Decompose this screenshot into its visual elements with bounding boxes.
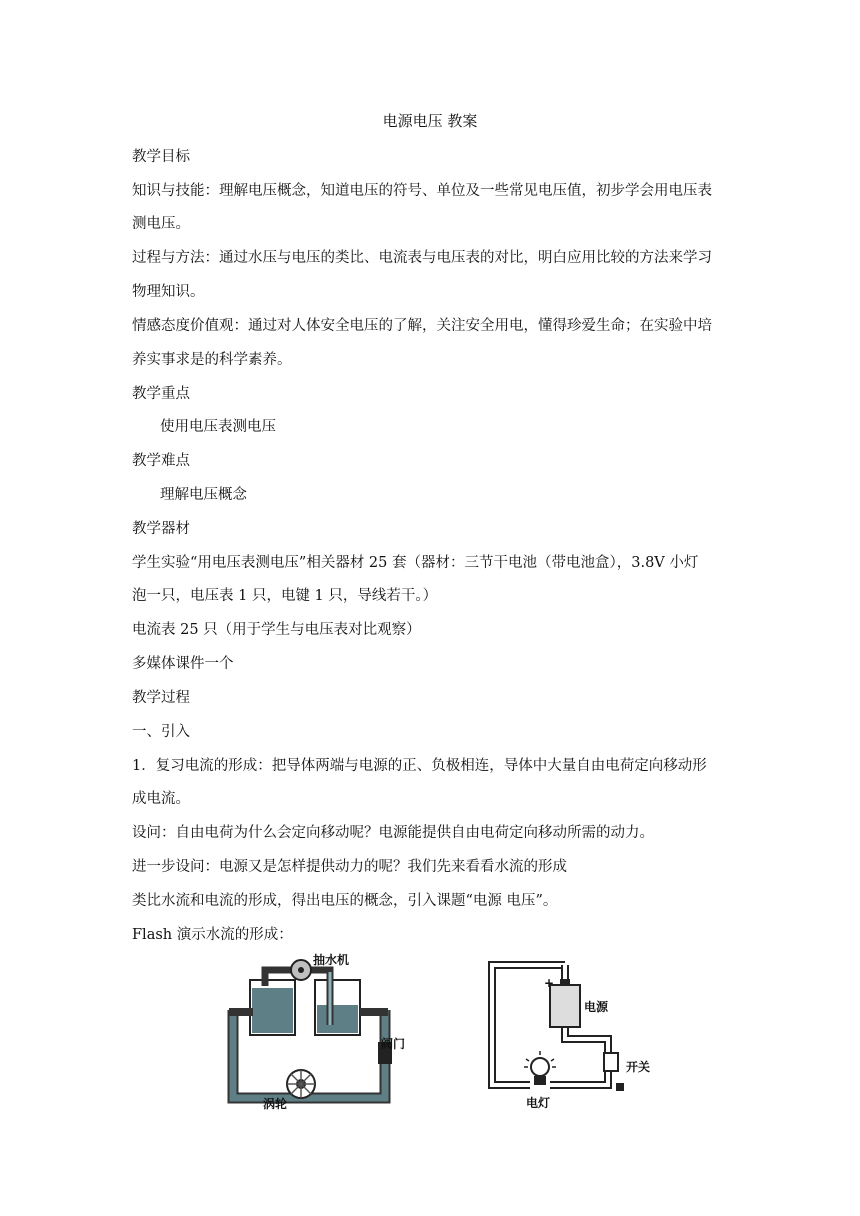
- heading-difficulties: 教学难点: [132, 453, 190, 469]
- paragraph-line: 测电压。: [132, 216, 190, 232]
- paragraph-line: 过程与方法：通过水压与电压的类比、电流表与电压表的对比，明白应用比较的方法来学习: [132, 250, 712, 266]
- paragraph-line: 电流表 25 只（用于学生与电压表对比观察）: [132, 622, 421, 638]
- pump-label: 抽水机: [313, 953, 350, 967]
- paragraph-line: 进一步设问：电源又是怎样提供动力的呢？我们先来看看水流的形成: [132, 859, 567, 875]
- heading-intro: 一、引入: [132, 724, 190, 740]
- paragraph-line: 成电流。: [132, 791, 190, 807]
- paragraph-line: 多媒体课件一个: [132, 656, 234, 672]
- paragraph-line: 设问：自由电荷为什么会定向移动呢？电源能提供自由电荷定向移动所需的动力。: [132, 825, 654, 841]
- lamp-icon: [531, 1058, 549, 1076]
- paragraph-line: 泡一只，电压表 1 只，电键 1 只，导线若干。）: [132, 588, 438, 604]
- turbine-label: 涡轮: [263, 1097, 288, 1111]
- paragraph-line: 养实事求是的科学素养。: [132, 352, 292, 368]
- heading-process: 教学过程: [132, 690, 190, 706]
- paragraph-line: 1．复习电流的形成：把导体两端与电源的正、负极相连，导体中大量自由电荷定向移动形: [132, 758, 707, 774]
- switch-label: 开关: [626, 1060, 651, 1074]
- battery-icon: [550, 985, 580, 1027]
- paragraph-line: 知识与技能：理解电压概念，知道电压的符号、单位及一些常见电压值，初步学会用电压表: [132, 183, 712, 199]
- heading-objectives: 教学目标: [132, 149, 190, 165]
- lamp-label: 电灯: [526, 1096, 551, 1110]
- paragraph-line: 物理知识。: [132, 284, 205, 300]
- battery-plus-sign: +: [544, 976, 555, 990]
- paragraph-line: 类比水流和电流的形成，得出电压的概念，引入课题“电源 电压”。: [132, 893, 558, 909]
- heading-key-points: 教学重点: [132, 386, 190, 402]
- paragraph-line: 使用电压表测电压: [160, 419, 276, 435]
- paragraph-line: 学生实验“用电压表测电压”相关器材 25 套（器材：三节干电池（带电池盒），3.8V 小灯: [132, 555, 699, 571]
- water-flow-diagram: [215, 950, 415, 1115]
- power-source-label: 电源: [584, 1000, 609, 1014]
- page-title: 电源电压 教案: [382, 112, 478, 130]
- paragraph-line: 情感态度价值观：通过对人体安全电压的了解，关注安全用电，懂得珍爱生命；在实验中培: [132, 318, 712, 334]
- switch-icon: [604, 1053, 618, 1071]
- paragraph-line: Flash 演示水流的形成：: [132, 927, 293, 943]
- valve-label: 阀门: [381, 1037, 406, 1051]
- paragraph-line: 理解电压概念: [160, 487, 247, 503]
- circuit-diagram: [480, 955, 660, 1120]
- heading-equipment: 教学器材: [132, 521, 190, 537]
